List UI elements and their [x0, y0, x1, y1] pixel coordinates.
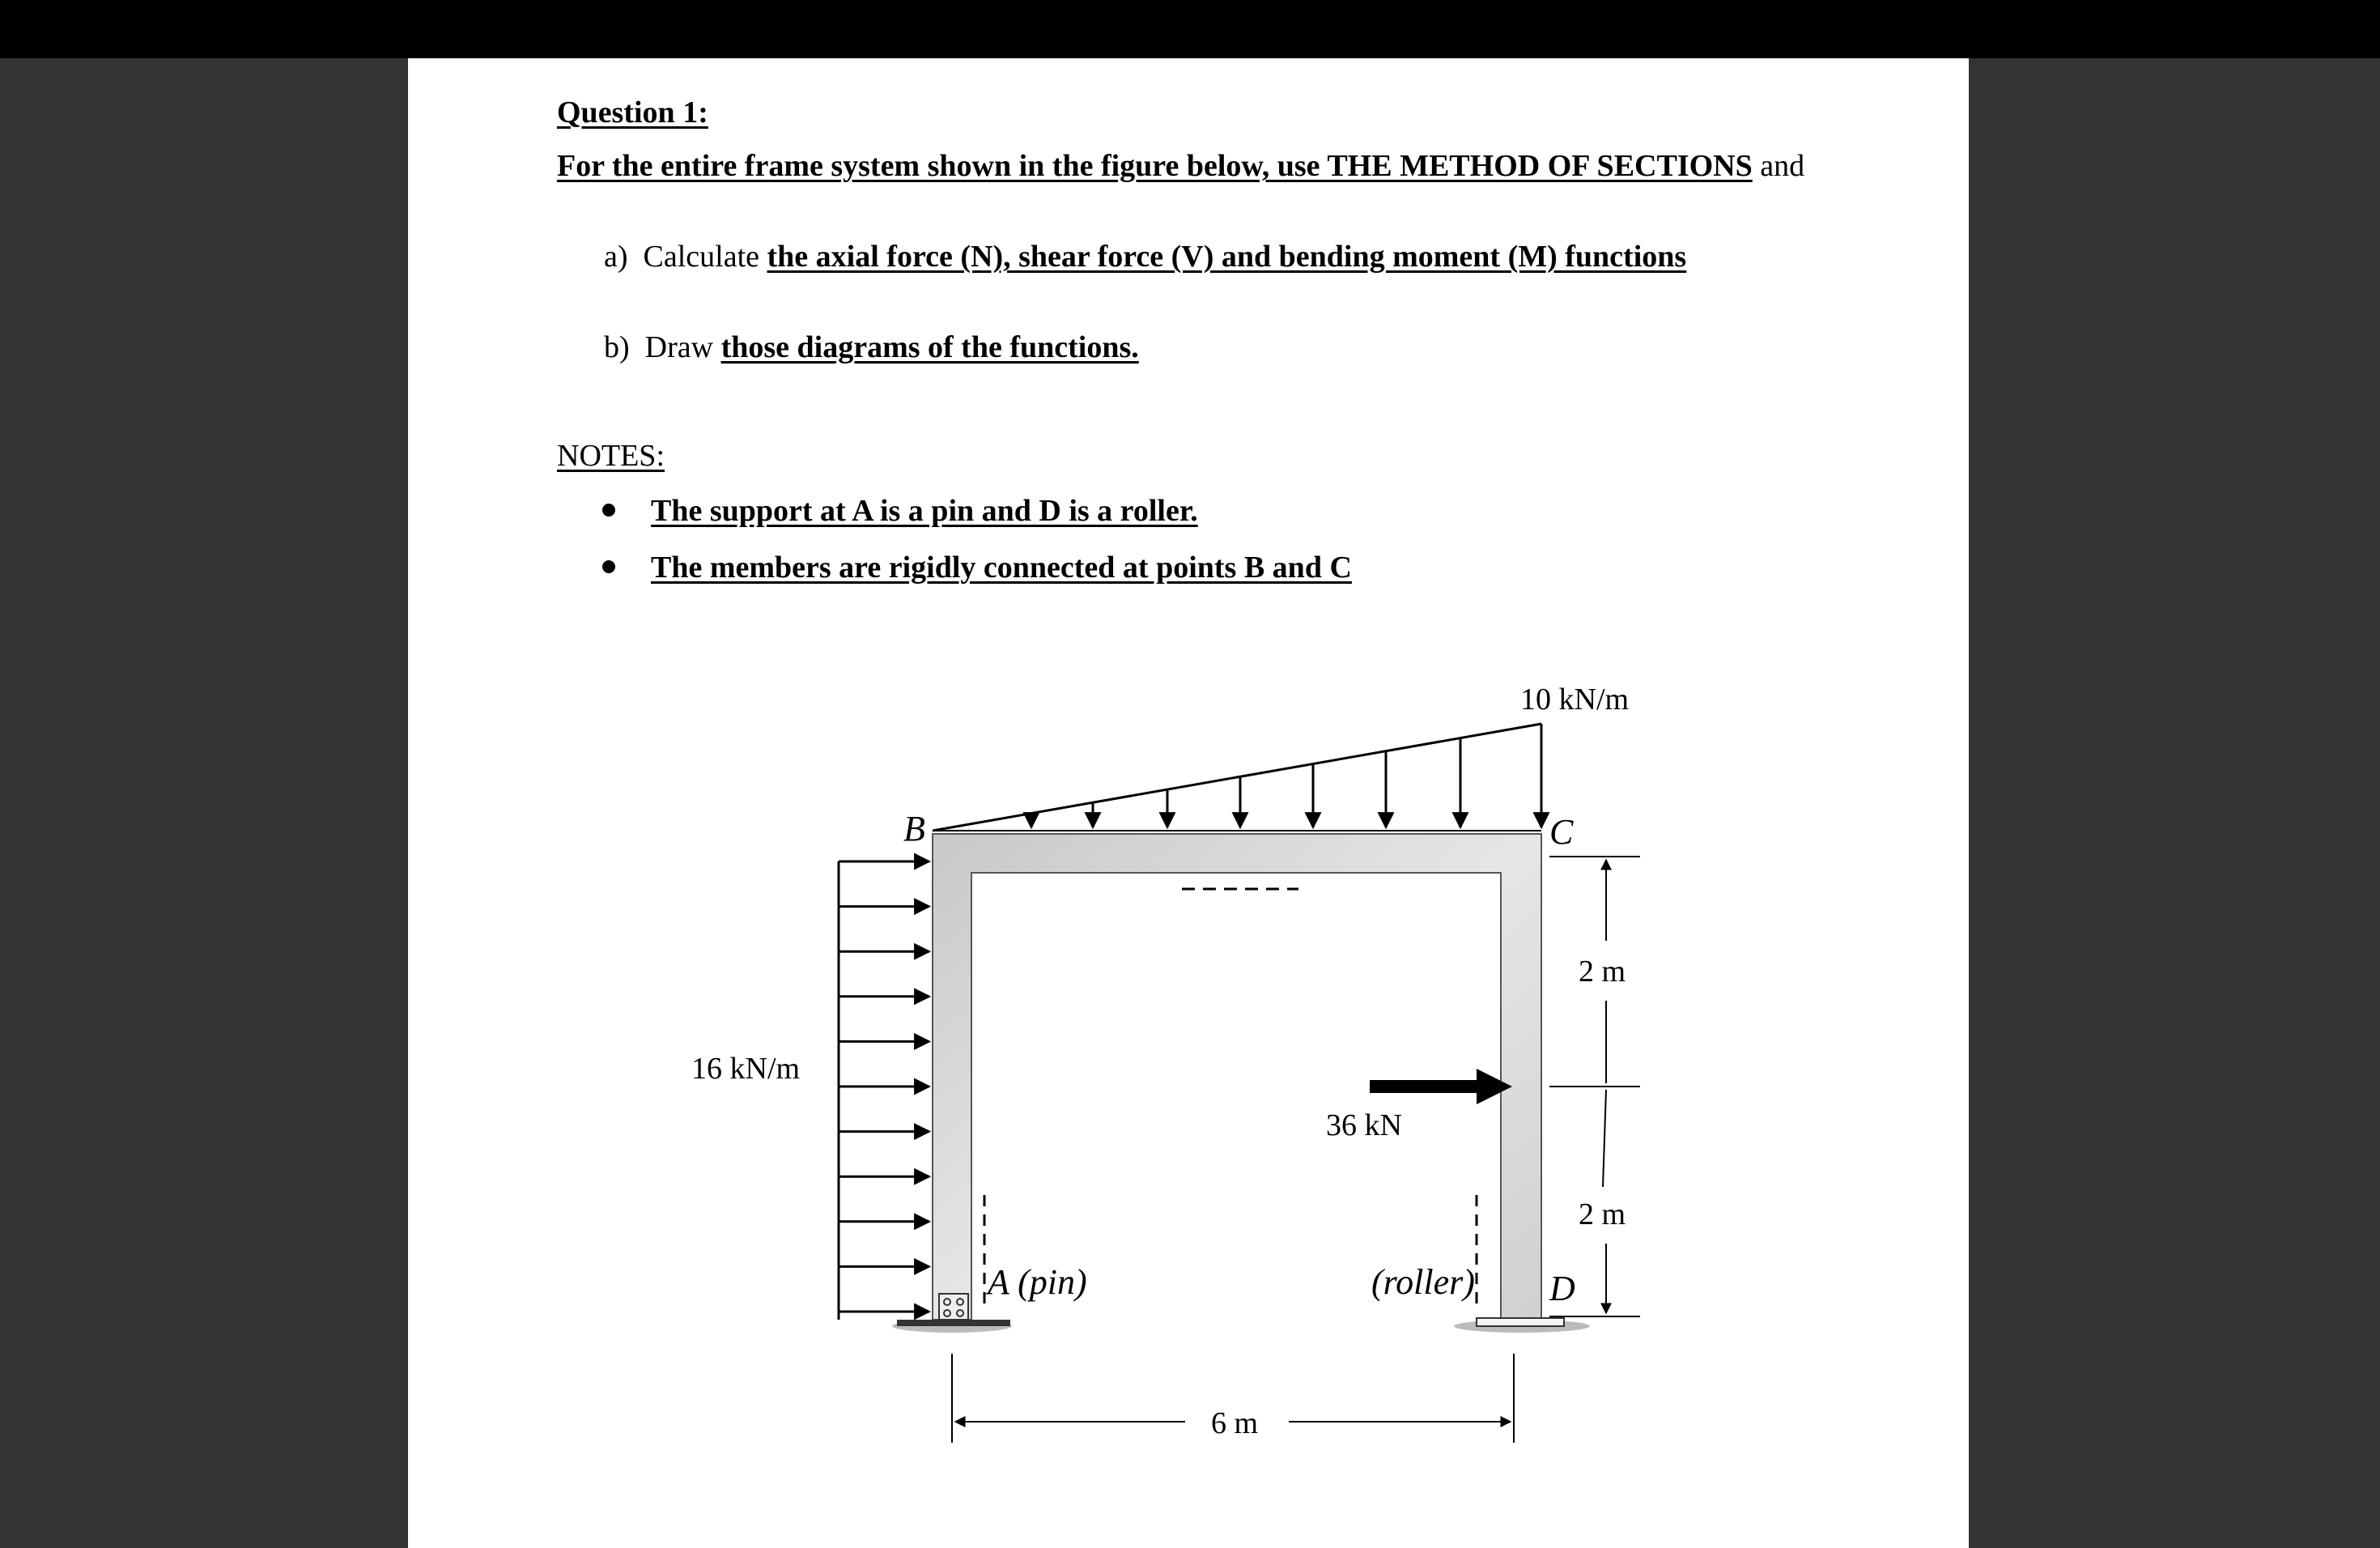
question-title: Question 1:: [557, 96, 708, 130]
frame-figure: [408, 58, 1969, 1548]
label-point-load: 36 kN: [1326, 1108, 1402, 1142]
pin-support-base: [897, 1320, 1010, 1326]
document-page: [408, 58, 1969, 1548]
window-top-bar: [0, 0, 2380, 58]
label-point-C: C: [1549, 812, 1574, 852]
label-dim-span: 6 m: [1211, 1406, 1259, 1440]
part-b-lead: Draw: [644, 330, 714, 364]
label-dim-lower: 2 m: [1579, 1197, 1626, 1231]
part-a-lead: Calculate: [643, 240, 760, 274]
pin-support-plate: [939, 1294, 968, 1320]
part-a-marker: a): [604, 240, 628, 274]
notes-heading: NOTES:: [557, 439, 665, 473]
label-top-load: 10 kN/m: [1520, 683, 1630, 717]
note-item: The support at A is a pin and D is a roller.: [651, 494, 1198, 528]
note-item: The members are rigidly connected at points B and C: [651, 551, 1352, 585]
part-b-emph: those diagrams of the functions.: [720, 330, 1139, 364]
intro-main: For the entire frame system shown in the figure below, use THE METHOD OF SECTIONS: [557, 149, 1753, 183]
part-a-emph: the axial force (N), shear force (V) and bending moment (M) functions: [767, 240, 1687, 274]
label-dim-upper: 2 m: [1579, 955, 1626, 989]
frame-structure: [933, 834, 1541, 1320]
triangle-load-edge: [933, 724, 1541, 831]
label-support-A: A (pin): [988, 1262, 1087, 1302]
label-point-B: B: [903, 809, 925, 848]
roller-support-plate: [1477, 1318, 1564, 1326]
label-left-load: 16 kN/m: [691, 1052, 801, 1086]
part-b-marker: b): [604, 330, 630, 364]
dim-line: [1603, 1090, 1606, 1187]
intro-tail: and: [1760, 149, 1805, 183]
label-support-D: (roller): [1371, 1262, 1475, 1302]
label-point-D: D: [1549, 1269, 1575, 1308]
